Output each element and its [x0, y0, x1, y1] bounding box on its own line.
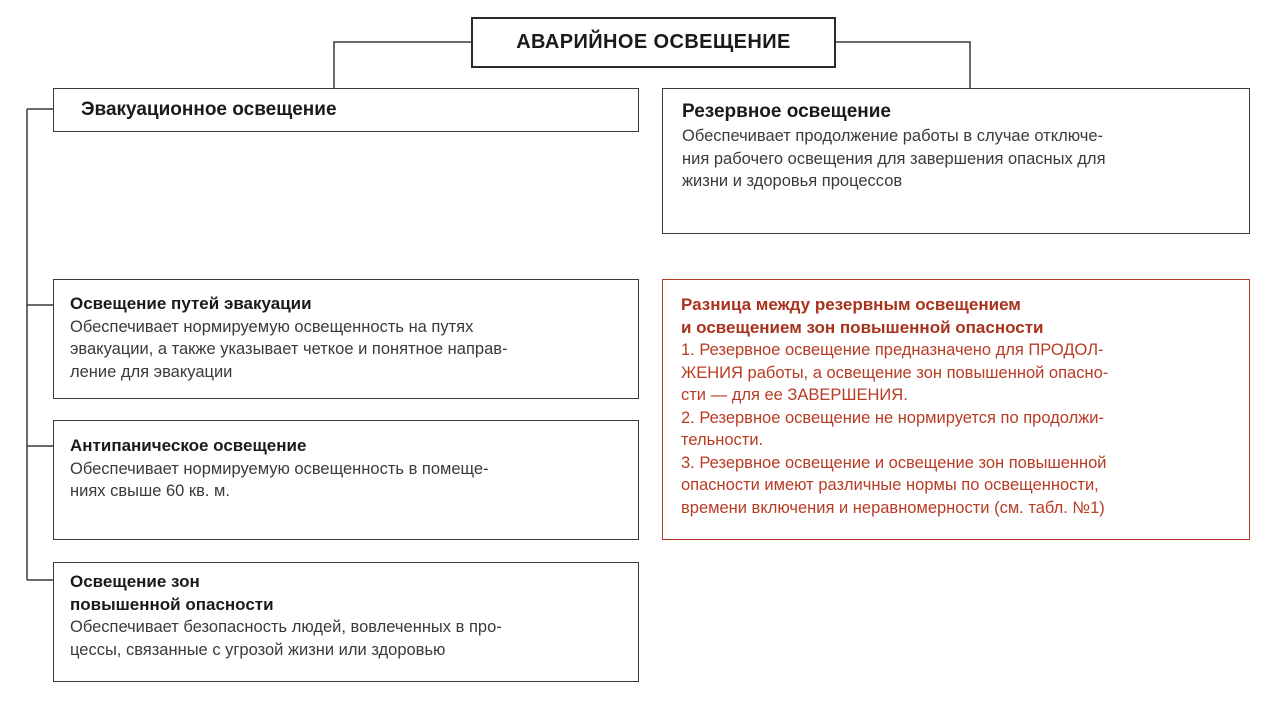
evacuation-paths-desc-line: ление для эвакуации: [70, 362, 233, 381]
antipanic-desc-line: ниях свыше 60 кв. м.: [70, 482, 230, 500]
difference-item-line: сти — для ее ЗАВЕРШЕНИЯ.: [681, 386, 908, 404]
evacuation-paths-desc-line: Обеспечивает нормируемую освещенность на путях: [70, 317, 474, 336]
evacuation-paths-box: [53, 279, 639, 399]
difference-item-line: тельности.: [681, 431, 764, 449]
connector-title-to-evacuation: [334, 42, 472, 88]
antipanic-box: [53, 420, 639, 540]
difference-item-line: ЖЕНИЯ работы, а освещение зон повышенной опасно-: [681, 363, 1109, 382]
reserve-box: [662, 88, 1250, 234]
reserve-desc-line: Обеспечивает продолжение работы в случае отключе-: [682, 127, 1104, 145]
evacuation-paths-desc-line: эвакуации, а также указывает четкое и понятное направ-: [70, 340, 508, 358]
title-box: [471, 17, 836, 68]
reserve-heading: Резервное освещение: [682, 101, 891, 122]
difference-item-line: опасности имеют различные нормы по освещенности,: [681, 476, 1099, 494]
difference-item-line: 3. Резервное освещение и освещение зон повышенной: [681, 453, 1107, 472]
difference-item-line: 1. Резервное освещение предназначено для ПРОДОЛ-: [681, 341, 1104, 359]
difference-heading: Разница между резервным освещением: [681, 295, 1021, 314]
reserve-desc-line: жизни и здоровья процессов: [682, 172, 903, 190]
difference-box: [662, 279, 1250, 540]
hazard-zone-heading: Освещение зон: [70, 572, 200, 591]
evacuation-heading: Эвакуационное освещение: [81, 99, 337, 120]
difference-item-line: времени включения и неравномерности (см. табл. №1): [681, 498, 1105, 517]
hazard-zone-desc-line: цессы, связанные с угрозой жизни или здоровью: [70, 640, 446, 659]
reserve-desc-line: ния рабочего освещения для завершения опасных для: [682, 149, 1106, 168]
diagram-title: АВАРИЙНОЕ ОСВЕЩЕНИЕ: [516, 31, 791, 53]
evacuation-paths-heading: Освещение путей эвакуации: [70, 294, 312, 313]
difference-heading: и освещением зон повышенной опасности: [681, 317, 1044, 337]
connector-title-to-reserve: [835, 42, 970, 88]
hazard-zone-desc-line: Обеспечивает безопасность людей, вовлеченных в про-: [70, 618, 502, 636]
antipanic-desc-line: Обеспечивает нормируемую освещенность в помеще-: [70, 459, 489, 478]
evacuation-box: [53, 88, 639, 132]
antipanic-heading: Антипаническое освещение: [70, 436, 307, 455]
difference-item-line: 2. Резервное освещение не нормируется по продолжи-: [681, 408, 1104, 427]
hazard-zone-heading: повышенной опасности: [70, 594, 274, 614]
hazard-zone-box: [53, 562, 639, 682]
